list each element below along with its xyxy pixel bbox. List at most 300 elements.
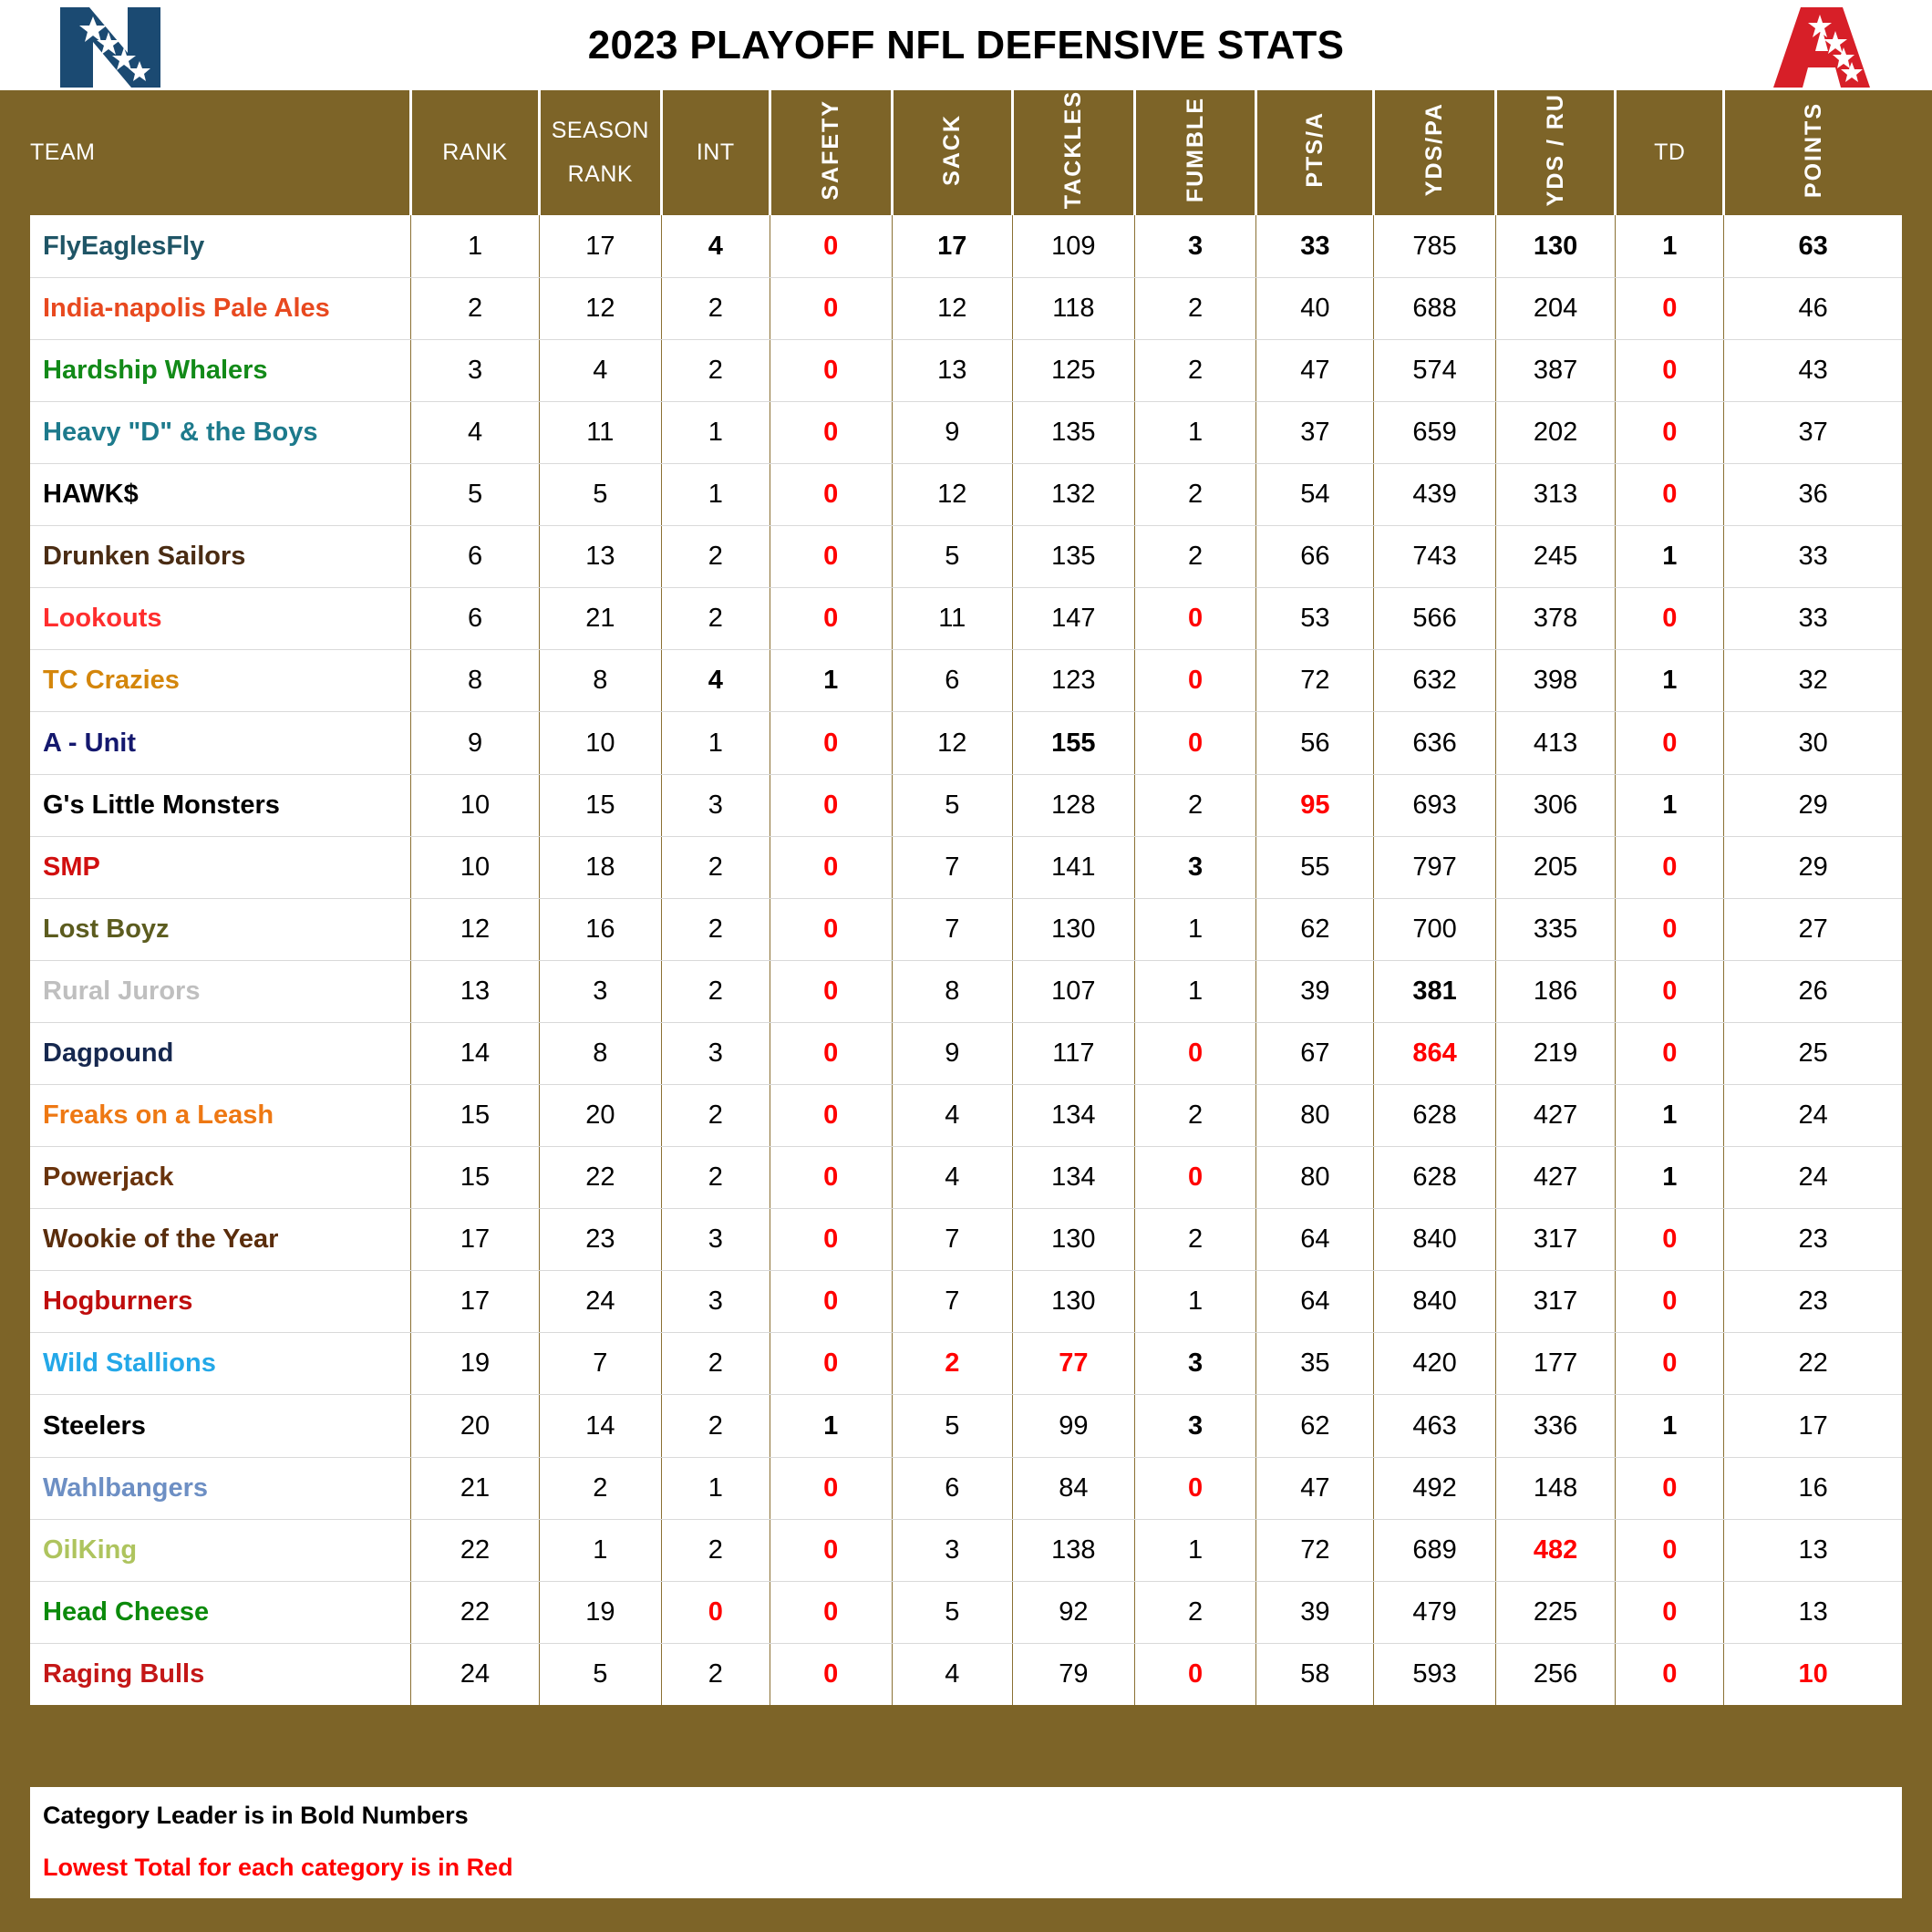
cell-sack: 3 [892, 1519, 1012, 1581]
cell-pts-a: 47 [1256, 1457, 1374, 1519]
table-row [30, 1271, 1902, 1333]
team-name-cell[interactable]: Wookie of the Year [30, 1209, 411, 1271]
col-header-yds-ru[interactable] [1495, 90, 1615, 215]
cell-int: 1 [661, 712, 770, 774]
cell-pts-a: 47 [1256, 339, 1374, 401]
cell-pts-a: 53 [1256, 588, 1374, 650]
cell-td: 0 [1616, 464, 1724, 526]
cell-sack: 5 [892, 1581, 1012, 1643]
cell-td: 1 [1616, 1085, 1724, 1147]
cell-rank: 10 [411, 774, 540, 836]
cell-season-rank: 1 [540, 1519, 662, 1581]
cell-yds-ru: 186 [1495, 960, 1615, 1022]
cell-season-rank: 10 [540, 712, 662, 774]
cell-tackles: 135 [1013, 526, 1135, 588]
cell-season-rank: 15 [540, 774, 662, 836]
cell-sack: 4 [892, 1085, 1012, 1147]
cell-season-rank: 18 [540, 836, 662, 898]
cell-rank: 17 [411, 1209, 540, 1271]
cell-rank: 19 [411, 1333, 540, 1395]
cell-safety: 0 [770, 339, 892, 401]
cell-yds-pa: 743 [1374, 526, 1496, 588]
cell-td: 0 [1616, 339, 1724, 401]
team-name-cell[interactable]: Raging Bulls [30, 1643, 411, 1705]
table-row [30, 277, 1902, 339]
table-row [30, 464, 1902, 526]
cell-safety: 0 [770, 464, 892, 526]
col-header-rank[interactable]: RANK [411, 90, 540, 215]
cell-yds-pa: 479 [1374, 1581, 1496, 1643]
cell-fumble: 0 [1134, 1022, 1256, 1084]
team-name-cell[interactable]: Drunken Sailors [30, 526, 411, 588]
cell-yds-pa: 381 [1374, 960, 1496, 1022]
table-row [30, 1022, 1902, 1084]
cell-pts-a: 64 [1256, 1271, 1374, 1333]
cell-int: 2 [661, 1147, 770, 1209]
cell-td: 0 [1616, 401, 1724, 463]
cell-td: 0 [1616, 1519, 1724, 1581]
cell-season-rank: 8 [540, 1022, 662, 1084]
cell-int: 3 [661, 1209, 770, 1271]
page-title: 2023 PLAYOFF NFL DEFENSIVE STATS [587, 22, 1345, 67]
col-header-sack[interactable] [892, 90, 1012, 215]
cell-points: 63 [1724, 215, 1902, 277]
cell-yds-ru: 202 [1495, 401, 1615, 463]
cell-yds-ru: 317 [1495, 1209, 1615, 1271]
cell-safety: 0 [770, 1519, 892, 1581]
cell-fumble: 0 [1134, 712, 1256, 774]
cell-fumble: 0 [1134, 588, 1256, 650]
cell-yds-ru: 336 [1495, 1395, 1615, 1457]
cell-safety: 0 [770, 960, 892, 1022]
cell-rank: 3 [411, 339, 540, 401]
cell-td: 0 [1616, 588, 1724, 650]
cell-sack: 7 [892, 836, 1012, 898]
cell-fumble: 1 [1134, 1271, 1256, 1333]
team-name-cell[interactable]: HAWK$ [30, 464, 411, 526]
cell-points: 17 [1724, 1395, 1902, 1457]
cell-fumble: 1 [1134, 401, 1256, 463]
table-row [30, 960, 1902, 1022]
cell-yds-ru: 148 [1495, 1457, 1615, 1519]
cell-sack: 13 [892, 339, 1012, 401]
cell-yds-pa: 636 [1374, 712, 1496, 774]
cell-td: 0 [1616, 960, 1724, 1022]
cell-tackles: 130 [1013, 1271, 1135, 1333]
cell-safety: 0 [770, 712, 892, 774]
col-header-td[interactable]: TD [1616, 90, 1724, 215]
cell-yds-ru: 413 [1495, 712, 1615, 774]
cell-sack: 17 [892, 215, 1012, 277]
cell-fumble: 2 [1134, 1581, 1256, 1643]
team-name-cell[interactable]: Heavy "D" & the Boys [30, 401, 411, 463]
cell-td: 0 [1616, 836, 1724, 898]
cell-pts-a: 64 [1256, 1209, 1374, 1271]
cell-int: 2 [661, 1643, 770, 1705]
season-rank-line1: SEASON [551, 118, 649, 144]
team-name-cell[interactable]: India-napolis Pale Ales [30, 277, 411, 339]
cell-td: 0 [1616, 1581, 1724, 1643]
cell-rank: 14 [411, 1022, 540, 1084]
cell-points: 33 [1724, 588, 1902, 650]
cell-td: 1 [1616, 774, 1724, 836]
cell-int: 0 [661, 1581, 770, 1643]
cell-int: 2 [661, 1395, 770, 1457]
cell-points: 23 [1724, 1271, 1902, 1333]
cell-safety: 0 [770, 898, 892, 960]
season-rank-line2: RANK [567, 160, 634, 187]
cell-fumble: 0 [1134, 1643, 1256, 1705]
cell-yds-ru: 398 [1495, 650, 1615, 712]
cell-season-rank: 8 [540, 650, 662, 712]
cell-int: 2 [661, 898, 770, 960]
col-header-fumble[interactable] [1134, 90, 1256, 215]
col-header-int[interactable]: INT [661, 90, 770, 215]
cell-yds-pa: 785 [1374, 215, 1496, 277]
cell-season-rank: 14 [540, 1395, 662, 1457]
cell-season-rank: 2 [540, 1457, 662, 1519]
cell-points: 36 [1724, 464, 1902, 526]
pts-a-label: PTS/A [1301, 111, 1328, 188]
cell-yds-ru: 306 [1495, 774, 1615, 836]
cell-season-rank: 17 [540, 215, 662, 277]
cell-tackles: 117 [1013, 1022, 1135, 1084]
cell-sack: 11 [892, 588, 1012, 650]
cell-int: 1 [661, 401, 770, 463]
cell-tackles: 128 [1013, 774, 1135, 836]
cell-fumble: 2 [1134, 1209, 1256, 1271]
cell-td: 1 [1616, 1147, 1724, 1209]
cell-points: 24 [1724, 1147, 1902, 1209]
cell-int: 2 [661, 1333, 770, 1395]
cell-yds-ru: 427 [1495, 1085, 1615, 1147]
cell-sack: 7 [892, 898, 1012, 960]
cell-safety: 0 [770, 1147, 892, 1209]
cell-fumble: 2 [1134, 1085, 1256, 1147]
cell-yds-pa: 693 [1374, 774, 1496, 836]
cell-season-rank: 24 [540, 1271, 662, 1333]
cell-int: 2 [661, 1085, 770, 1147]
tackles-label: TACKLES [1059, 90, 1086, 210]
team-name-cell[interactable]: Wahlbangers [30, 1457, 411, 1519]
legend-box [30, 1787, 1902, 1898]
cell-sack: 5 [892, 526, 1012, 588]
team-name-cell[interactable]: TC Crazies [30, 650, 411, 712]
cell-fumble: 2 [1134, 339, 1256, 401]
table-row [30, 1643, 1902, 1705]
cell-season-rank: 22 [540, 1147, 662, 1209]
cell-yds-ru: 225 [1495, 1581, 1615, 1643]
cell-rank: 15 [411, 1147, 540, 1209]
team-name-cell[interactable]: SMP [30, 836, 411, 898]
cell-td: 0 [1616, 277, 1724, 339]
cell-tackles: 155 [1013, 712, 1135, 774]
cell-tackles: 141 [1013, 836, 1135, 898]
defensive-stats-table [30, 90, 1902, 1705]
cell-safety: 0 [770, 1271, 892, 1333]
table-row [30, 712, 1902, 774]
team-name-cell[interactable]: Hogburners [30, 1271, 411, 1333]
team-name-cell[interactable]: Powerjack [30, 1147, 411, 1209]
cell-tackles: 147 [1013, 588, 1135, 650]
afc-logo-icon [1753, 4, 1890, 91]
cell-sack: 5 [892, 774, 1012, 836]
cell-td: 0 [1616, 1457, 1724, 1519]
table-row [30, 836, 1902, 898]
cell-yds-ru: 387 [1495, 339, 1615, 401]
cell-yds-pa: 700 [1374, 898, 1496, 960]
cell-pts-a: 72 [1256, 1519, 1374, 1581]
cell-yds-pa: 689 [1374, 1519, 1496, 1581]
cell-rank: 4 [411, 401, 540, 463]
cell-pts-a: 40 [1256, 277, 1374, 339]
cell-tackles: 132 [1013, 464, 1135, 526]
team-name-cell[interactable]: G's Little Monsters [30, 774, 411, 836]
cell-pts-a: 35 [1256, 1333, 1374, 1395]
col-header-yds-pa[interactable] [1374, 90, 1496, 215]
cell-fumble: 3 [1134, 836, 1256, 898]
cell-rank: 2 [411, 277, 540, 339]
cell-rank: 1 [411, 215, 540, 277]
cell-fumble: 2 [1134, 526, 1256, 588]
cell-fumble: 3 [1134, 215, 1256, 277]
cell-safety: 0 [770, 1085, 892, 1147]
cell-yds-pa: 628 [1374, 1147, 1496, 1209]
cell-pts-a: 39 [1256, 960, 1374, 1022]
cell-td: 1 [1616, 215, 1724, 277]
cell-fumble: 3 [1134, 1395, 1256, 1457]
table-row [30, 1333, 1902, 1395]
cell-int: 1 [661, 464, 770, 526]
cell-points: 13 [1724, 1519, 1902, 1581]
legend-bold-note: Category Leader is in Bold Numbers [43, 1802, 469, 1829]
cell-tackles: 118 [1013, 277, 1135, 339]
cell-tackles: 130 [1013, 1209, 1135, 1271]
team-name-cell[interactable]: OilKing [30, 1519, 411, 1581]
cell-td: 1 [1616, 526, 1724, 588]
cell-td: 0 [1616, 1022, 1724, 1084]
yds-ru-label: YDS / RU [1542, 92, 1568, 207]
cell-season-rank: 21 [540, 588, 662, 650]
cell-yds-pa: 566 [1374, 588, 1496, 650]
cell-yds-pa: 632 [1374, 650, 1496, 712]
cell-tackles: 77 [1013, 1333, 1135, 1395]
cell-safety: 0 [770, 215, 892, 277]
col-header-tackles[interactable] [1013, 90, 1135, 215]
cell-points: 27 [1724, 898, 1902, 960]
team-name-cell[interactable]: Hardship Whalers [30, 339, 411, 401]
stats-table-wrapper [30, 90, 1902, 1705]
cell-yds-pa: 439 [1374, 464, 1496, 526]
cell-fumble: 0 [1134, 650, 1256, 712]
cell-rank: 24 [411, 1643, 540, 1705]
cell-sack: 12 [892, 712, 1012, 774]
cell-tackles: 130 [1013, 898, 1135, 960]
team-name-cell[interactable]: Lost Boyz [30, 898, 411, 960]
cell-season-rank: 20 [540, 1085, 662, 1147]
cell-rank: 22 [411, 1519, 540, 1581]
cell-safety: 1 [770, 650, 892, 712]
cell-yds-ru: 177 [1495, 1333, 1615, 1395]
cell-pts-a: 55 [1256, 836, 1374, 898]
cell-int: 3 [661, 1271, 770, 1333]
cell-sack: 7 [892, 1271, 1012, 1333]
table-row [30, 1147, 1902, 1209]
cell-yds-ru: 427 [1495, 1147, 1615, 1209]
cell-pts-a: 72 [1256, 650, 1374, 712]
cell-int: 4 [661, 215, 770, 277]
cell-rank: 10 [411, 836, 540, 898]
cell-rank: 9 [411, 712, 540, 774]
cell-tackles: 79 [1013, 1643, 1135, 1705]
cell-td: 0 [1616, 1643, 1724, 1705]
cell-fumble: 1 [1134, 898, 1256, 960]
team-name-cell[interactable]: Dagpound [30, 1022, 411, 1084]
fumble-label: FUMBLE [1182, 97, 1208, 203]
table-row [30, 774, 1902, 836]
cell-safety: 0 [770, 1643, 892, 1705]
cell-td: 0 [1616, 1209, 1724, 1271]
table-row [30, 215, 1902, 277]
cell-tackles: 135 [1013, 401, 1135, 463]
team-name-cell[interactable]: Rural Jurors [30, 960, 411, 1022]
cell-points: 10 [1724, 1643, 1902, 1705]
cell-points: 16 [1724, 1457, 1902, 1519]
cell-rank: 6 [411, 588, 540, 650]
yds-pa-label: YDS/PA [1421, 102, 1448, 197]
team-name-cell[interactable]: Lookouts [30, 588, 411, 650]
cell-rank: 8 [411, 650, 540, 712]
cell-points: 37 [1724, 401, 1902, 463]
cell-int: 2 [661, 1519, 770, 1581]
cell-int: 3 [661, 774, 770, 836]
table-body [30, 215, 1902, 1705]
cell-fumble: 1 [1134, 960, 1256, 1022]
cell-tackles: 99 [1013, 1395, 1135, 1457]
cell-rank: 22 [411, 1581, 540, 1643]
cell-rank: 12 [411, 898, 540, 960]
sack-label: SACK [938, 113, 965, 186]
team-name-cell[interactable]: A - Unit [30, 712, 411, 774]
cell-td: 1 [1616, 650, 1724, 712]
team-name-cell[interactable]: Wild Stallions [30, 1333, 411, 1395]
cell-pts-a: 95 [1256, 774, 1374, 836]
cell-yds-pa: 840 [1374, 1271, 1496, 1333]
cell-int: 2 [661, 277, 770, 339]
cell-td: 0 [1616, 1271, 1724, 1333]
cell-sack: 6 [892, 650, 1012, 712]
cell-sack: 4 [892, 1147, 1012, 1209]
cell-safety: 0 [770, 588, 892, 650]
cell-points: 24 [1724, 1085, 1902, 1147]
cell-sack: 4 [892, 1643, 1012, 1705]
cell-season-rank: 19 [540, 1581, 662, 1643]
col-header-points[interactable] [1724, 90, 1902, 215]
cell-yds-ru: 378 [1495, 588, 1615, 650]
cell-int: 2 [661, 960, 770, 1022]
table-row [30, 1519, 1902, 1581]
cell-safety: 0 [770, 526, 892, 588]
team-name-cell[interactable]: FlyEaglesFly [30, 215, 411, 277]
cell-points: 32 [1724, 650, 1902, 712]
safety-label: SAFETY [817, 98, 843, 201]
col-header-team[interactable]: TEAM [30, 90, 411, 215]
cell-points: 29 [1724, 836, 1902, 898]
cell-sack: 7 [892, 1209, 1012, 1271]
cell-points: 22 [1724, 1333, 1902, 1395]
cell-int: 3 [661, 1022, 770, 1084]
cell-td: 0 [1616, 1333, 1724, 1395]
cell-pts-a: 37 [1256, 401, 1374, 463]
cell-rank: 20 [411, 1395, 540, 1457]
cell-fumble: 1 [1134, 1519, 1256, 1581]
cell-season-rank: 12 [540, 277, 662, 339]
cell-pts-a: 80 [1256, 1147, 1374, 1209]
cell-rank: 15 [411, 1085, 540, 1147]
cell-sack: 6 [892, 1457, 1012, 1519]
cell-fumble: 2 [1134, 277, 1256, 339]
cell-fumble: 0 [1134, 1457, 1256, 1519]
cell-yds-pa: 492 [1374, 1457, 1496, 1519]
cell-sack: 2 [892, 1333, 1012, 1395]
table-row [30, 1395, 1902, 1457]
col-header-safety[interactable] [770, 90, 892, 215]
cell-tackles: 84 [1013, 1457, 1135, 1519]
cell-safety: 0 [770, 1581, 892, 1643]
team-name-cell[interactable]: Steelers [30, 1395, 411, 1457]
cell-int: 2 [661, 836, 770, 898]
cell-yds-ru: 245 [1495, 526, 1615, 588]
cell-yds-pa: 574 [1374, 339, 1496, 401]
cell-points: 43 [1724, 339, 1902, 401]
cell-season-rank: 16 [540, 898, 662, 960]
table-row [30, 588, 1902, 650]
cell-td: 1 [1616, 1395, 1724, 1457]
cell-rank: 17 [411, 1271, 540, 1333]
team-name-cell[interactable]: Freaks on a Leash [30, 1085, 411, 1147]
cell-yds-pa: 840 [1374, 1209, 1496, 1271]
table-row [30, 1581, 1902, 1643]
cell-yds-ru: 205 [1495, 836, 1615, 898]
cell-yds-pa: 463 [1374, 1395, 1496, 1457]
cell-safety: 0 [770, 401, 892, 463]
table-row [30, 1085, 1902, 1147]
cell-yds-pa: 420 [1374, 1333, 1496, 1395]
col-header-season-rank[interactable] [540, 90, 662, 215]
cell-yds-ru: 219 [1495, 1022, 1615, 1084]
cell-yds-ru: 335 [1495, 898, 1615, 960]
cell-pts-a: 66 [1256, 526, 1374, 588]
cell-safety: 0 [770, 1022, 892, 1084]
cell-yds-pa: 628 [1374, 1085, 1496, 1147]
cell-td: 0 [1616, 898, 1724, 960]
cell-yds-pa: 688 [1374, 277, 1496, 339]
cell-safety: 0 [770, 1209, 892, 1271]
cell-pts-a: 58 [1256, 1643, 1374, 1705]
cell-points: 13 [1724, 1581, 1902, 1643]
team-name-cell[interactable]: Head Cheese [30, 1581, 411, 1643]
col-header-pts-a[interactable] [1256, 90, 1374, 215]
cell-int: 4 [661, 650, 770, 712]
title-band [0, 0, 1932, 90]
cell-safety: 1 [770, 1395, 892, 1457]
cell-rank: 21 [411, 1457, 540, 1519]
cell-yds-pa: 659 [1374, 401, 1496, 463]
cell-yds-ru: 256 [1495, 1643, 1615, 1705]
cell-tackles: 109 [1013, 215, 1135, 277]
cell-sack: 9 [892, 401, 1012, 463]
cell-tackles: 134 [1013, 1147, 1135, 1209]
